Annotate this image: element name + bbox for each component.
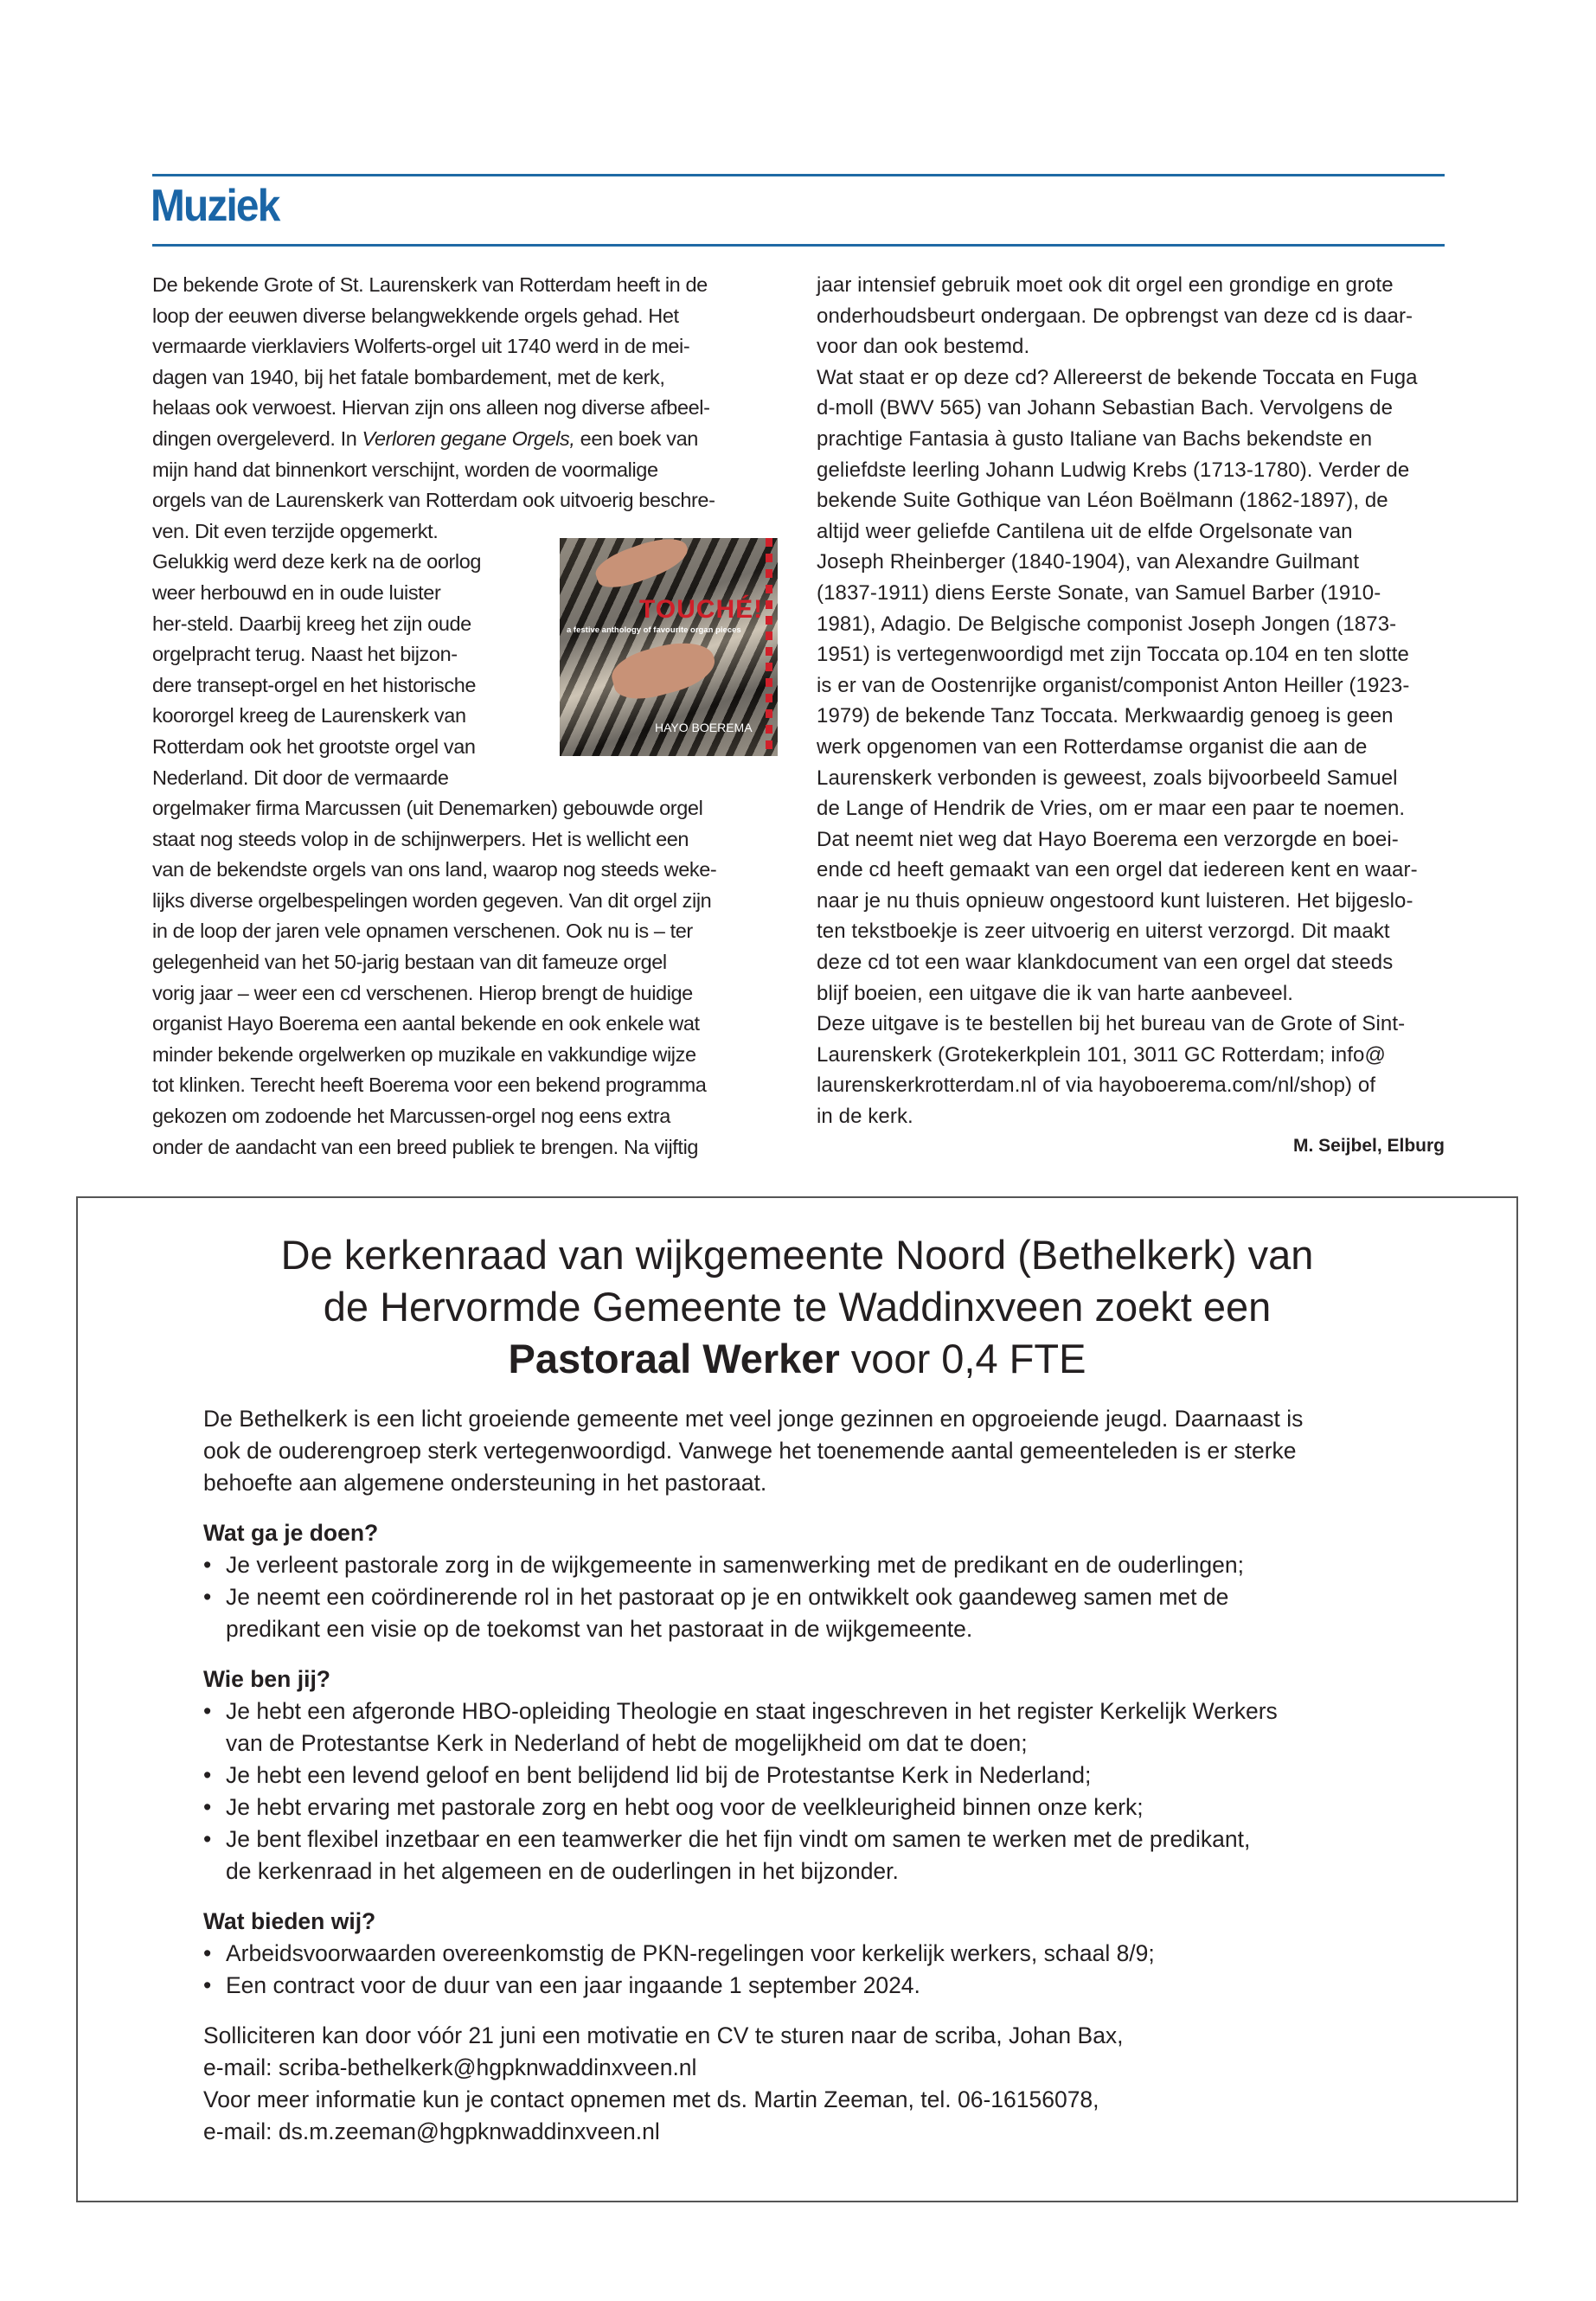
article-line: mijn hand dat binnenkort verschijnt, worden de voormalige (152, 458, 658, 481)
bullet-icon: • (203, 1584, 212, 1610)
title-rule (152, 244, 1445, 247)
article-line: staat nog steeds volop in de schijnwerpers. Het is wellicht een (152, 827, 689, 850)
article-line: Laurenskerk verbonden is geweest, zoals bijvoorbeeld Samuel (817, 766, 1398, 790)
ad-section-heading: Wie ben jij? (203, 1666, 330, 1692)
ad-bullet-item (203, 1695, 1303, 1759)
article-line: orgels van de Laurenskerk van Rotterdam ook uitvoerig beschre- (152, 489, 715, 512)
article-line: minder bekende orgelwerken op muzikale en vakkundige wijze (152, 1042, 696, 1066)
job-title: Pastoraal Werker (508, 1336, 840, 1381)
bullet-icon: • (203, 1698, 212, 1724)
article-line (152, 424, 716, 455)
article-line: d-moll (BWV 565) van Johann Sebastian Bach. Vervolgens de (817, 396, 1394, 420)
ad-bullet-item (203, 1581, 1303, 1645)
article-line: loop der eeuwen diverse belangwekkende orgels gehad. Het (152, 304, 679, 327)
top-rule (152, 174, 1445, 176)
ad-line: e-mail: ds.m.zeeman@hgpknwaddinxveen.nl (203, 2118, 660, 2144)
article-line: Gelukkig werd deze kerk na de oorlog (152, 550, 482, 574)
article-line: Nederland. Dit door de vermaarde (152, 766, 449, 789)
ad-paragraph (203, 2020, 1303, 2148)
cd-subtitle: a festive anthology of favourite organ pieces (567, 625, 741, 635)
article-line: ten tekstboekje is zeer uitvoerig en uiterst verzorgd. Dit maakt (817, 920, 1390, 944)
article-line: 1951) is vertegenwoordigd met zijn Toccata op.104 en ten slotte (817, 643, 1409, 667)
article-right-column (817, 270, 1418, 1132)
article-line: dagen van 1940, bij het fatale bombardement, met de kerk, (152, 365, 665, 388)
bullet-icon: • (203, 1826, 212, 1852)
ad-line: e-mail: scriba-bethelkerk@hgpknwaddinxveen.nl (203, 2054, 697, 2080)
article-line: vermaarde vierklaviers Wolferts-orgel uit 1740 werd in de mei- (152, 335, 690, 358)
ad-line: Een contract voor de duur van een jaar ingaande 1 september 2024. (226, 1972, 920, 1998)
ad-line: Je hebt ervaring met pastorale zorg en hebt oog voor de veelkleurigheid binnen onze kerk; (226, 1794, 1144, 1820)
article-line: in de kerk. (817, 1105, 913, 1129)
article-line: Wat staat er op deze cd? Allereerst de bekende Toccata en Fuga (817, 365, 1418, 389)
article-line: 1981), Adagio. De Belgische componist Joseph Jongen (1873- (817, 612, 1397, 636)
article-line: onder de aandacht van een breed publiek te brengen. Na vijftig (152, 1135, 699, 1158)
ad-heading-line (78, 1333, 1516, 1385)
ad-heading-line: De kerkenraad van wijkgemeente Noord (Bethelkerk) van (280, 1232, 1314, 1278)
section-title: Muziek (151, 181, 279, 231)
article-line: de Lange of Hendrik de Vries, om er maar een paar te noemen. (817, 797, 1406, 821)
ad-line: Je verleent pastorale zorg in de wijkgemeente in samenwerking met de predikant en de ouderlingen; (226, 1552, 1244, 1578)
bullet-icon: • (203, 1972, 212, 1998)
ad-paragraph (203, 1403, 1303, 1499)
article-line: altijd weer geliefde Cantilena uit de elfde Orgelsonate van (817, 519, 1353, 543)
ad-section-heading: Wat ga je doen? (203, 1520, 379, 1546)
article-line: weer herbouwd en in oude luister (152, 580, 441, 604)
article-line: Joseph Rheinberger (1840-1904), van Alexandre Guilmant (817, 550, 1360, 574)
ad-heading (78, 1229, 1516, 1385)
article-line: onderhoudsbeurt ondergaan. De opbrengst van deze cd is daar- (817, 304, 1413, 328)
article-line: helaas ook verwoest. Hiervan zijn ons alleen nog diverse afbeel- (152, 396, 710, 420)
ad-bullet-item (203, 1791, 1303, 1823)
article-line: 1979) de bekende Tanz Toccata. Merkwaardig genoeg is geen (817, 704, 1394, 728)
article-line: Rotterdam ook het grootste orgel van (152, 734, 476, 758)
article-line: geliefdste leerling Johann Ludwig Krebs (1713-1780). Verder de (817, 458, 1410, 482)
text-segment: een boek van (574, 426, 698, 450)
article-line: lijks diverse orgelbespelingen worden gegeven. Van dit orgel zijn (152, 888, 712, 912)
article-line: laurenskerkrotterdam.nl of via hayoboerema.com/nl/shop) of (817, 1074, 1376, 1098)
cd-artist: HAYO BOEREMA (655, 721, 753, 734)
ad-line: Solliciteren kan door vóór 21 juni een motivatie en CV te sturen naar de scriba, Johan Bax, (203, 2022, 1124, 2048)
ad-line: predikant een visie op de toekomst van het pastoraat in de wijkgemeente. (226, 1616, 973, 1642)
article-line: De bekende Grote of St. Laurenskerk van Rotterdam heeft in de (152, 273, 708, 296)
red-dotted-border (766, 538, 772, 756)
spacer (203, 2002, 1303, 2020)
article-line: Laurenskerk (Grotekerkplein 101, 3011 GC Rotterdam; info@ (817, 1042, 1386, 1067)
ad-heading-line: de Hervormde Gemeente te Waddinxveen zoekt een (323, 1284, 1272, 1330)
ad-bullet-item (203, 1549, 1303, 1581)
ad-line: Je hebt een afgeronde HBO-opleiding Theologie en staat ingeschreven in het register Kerkelijk Werkers (226, 1698, 1278, 1724)
ad-line: behoefte aan algemene ondersteuning in het pastoraat. (203, 1470, 767, 1496)
article-line: gekozen om zodoende het Marcussen-orgel nog eens extra (152, 1105, 670, 1128)
article-line: in de loop der jaren vele opnamen verschenen. Ook nu is – ter (152, 920, 693, 943)
bullet-icon: • (203, 1552, 212, 1578)
ad-line: de kerkenraad in het algemeen en de ouderlingen in het bijzonder. (226, 1858, 899, 1884)
article-line: is er van de Oostenrijke organist/componist Anton Heiller (1923- (817, 673, 1410, 697)
bullet-icon: • (203, 1762, 212, 1788)
job-fte: voor 0,4 FTE (839, 1336, 1086, 1381)
ad-line: Arbeidsvoorwaarden overeenkomstig de PKN-regelingen voor kerkelijk werkers, schaal 8/9; (226, 1940, 1155, 1966)
article-line: blijf boeien, een uitgave die ik van harte aanbeveel. (817, 981, 1294, 1005)
article-line: her-steld. Daarbij kreeg het zijn oude (152, 612, 471, 635)
ad-bullet-item (203, 1823, 1303, 1888)
cd-cover-image (560, 538, 778, 756)
article-line: prachtige Fantasia à gusto Italiane van Bachs bekendste en (817, 426, 1373, 451)
article-line: organist Hayo Boerema een aantal bekende en ook enkele wat (152, 1012, 700, 1035)
ad-bullet-item (203, 1970, 1303, 2002)
article-line: vorig jaar – weer een cd verschenen. Hierop brengt de huidige (152, 981, 693, 1004)
bullet-icon: • (203, 1940, 212, 1966)
ad-line: van de Protestantse Kerk in Nederland of hebt de mogelijkheid om dat te doen; (226, 1730, 1028, 1756)
ad-line: De Bethelkerk is een licht groeiende gemeente met veel jonge gezinnen en opgroeiende jeugd. Daarnaast is (203, 1406, 1304, 1432)
job-advertisement (76, 1196, 1518, 2202)
article-line: ven. Dit even terzijde opgemerkt. (152, 519, 439, 542)
ad-bullet-item (203, 1759, 1303, 1791)
ad-line: ook de ouderengroep sterk vertegenwoordigd. Vanwege het toenemende aantal gemeenteleden is er sterke (203, 1438, 1297, 1464)
article-line: dere transept-orgel en het historische (152, 673, 477, 696)
ad-body (203, 1403, 1303, 2148)
article-line: Deze uitgave is te bestellen bij het bureau van de Grote of Sint- (817, 1012, 1406, 1036)
article-line: orgelmaker firma Marcussen (uit Denemarken) gebouwde orgel (152, 797, 703, 820)
ad-section-heading: Wat bieden wij? (203, 1908, 376, 1934)
ad-bullet-item (203, 1938, 1303, 1970)
article-line: (1837-1911) diens Eerste Sonate, van Samuel Barber (1910- (817, 580, 1381, 605)
article-line: ende cd heeft gemaakt van een orgel dat iedereen kent en waar- (817, 858, 1418, 882)
article-line: voor dan ook bestemd. (817, 335, 1030, 359)
article-line: Dat neemt niet weg dat Hayo Boerema een verzorgde en boei- (817, 827, 1399, 851)
article-line: koororgel kreeg de Laurenskerk van (152, 704, 466, 727)
bullet-icon: • (203, 1794, 212, 1820)
ad-line: Je neemt een coördinerende rol in het pastoraat op je en ontwikkelt ook gaandeweg samen met de (226, 1584, 1229, 1610)
article-line: naar je nu thuis opnieuw ongestoord kunt luisteren. Het bijgeslo- (817, 888, 1413, 913)
author-signature: M. Seijbel, Elburg (1292, 1136, 1445, 1156)
article-line: van de bekendste orgels van ons land, waarop nog steeds weke- (152, 858, 717, 881)
ad-line: Je hebt een levend geloof en bent belijdend lid bij de Protestantse Kerk in Nederland; (226, 1762, 1092, 1788)
cd-title: TOUCHÉ! (639, 595, 764, 624)
article-line: orgelpracht terug. Naast het bijzon- (152, 643, 458, 666)
ad-line: Je bent flexibel inzetbaar en een teamwerker die het fijn vindt om samen te werken met de predikant, (226, 1826, 1251, 1852)
article-line: gelegenheid van het 50-jarig bestaan van dit fameuze orgel (152, 951, 667, 974)
ad-line: Voor meer informatie kun je contact opnemen met ds. Martin Zeeman, tel. 06-16156078, (203, 2086, 1099, 2112)
article-line: tot klinken. Terecht heeft Boerema voor een bekend programma (152, 1074, 707, 1097)
article-line: jaar intensief gebruik moet ook dit orgel een grondige en grote (817, 273, 1394, 297)
article-line: deze cd tot een waar klankdocument van een orgel dat steeds (817, 951, 1394, 975)
book-title: Verloren gegane Orgels, (362, 426, 575, 450)
text-segment: dingen overgeleverd. In (152, 426, 362, 450)
article-line: werk opgenomen van een Rotterdamse organist die aan de (817, 734, 1368, 759)
article-line: bekende Suite Gothique van Léon Boëlmann (1862-1897), de (817, 489, 1388, 513)
